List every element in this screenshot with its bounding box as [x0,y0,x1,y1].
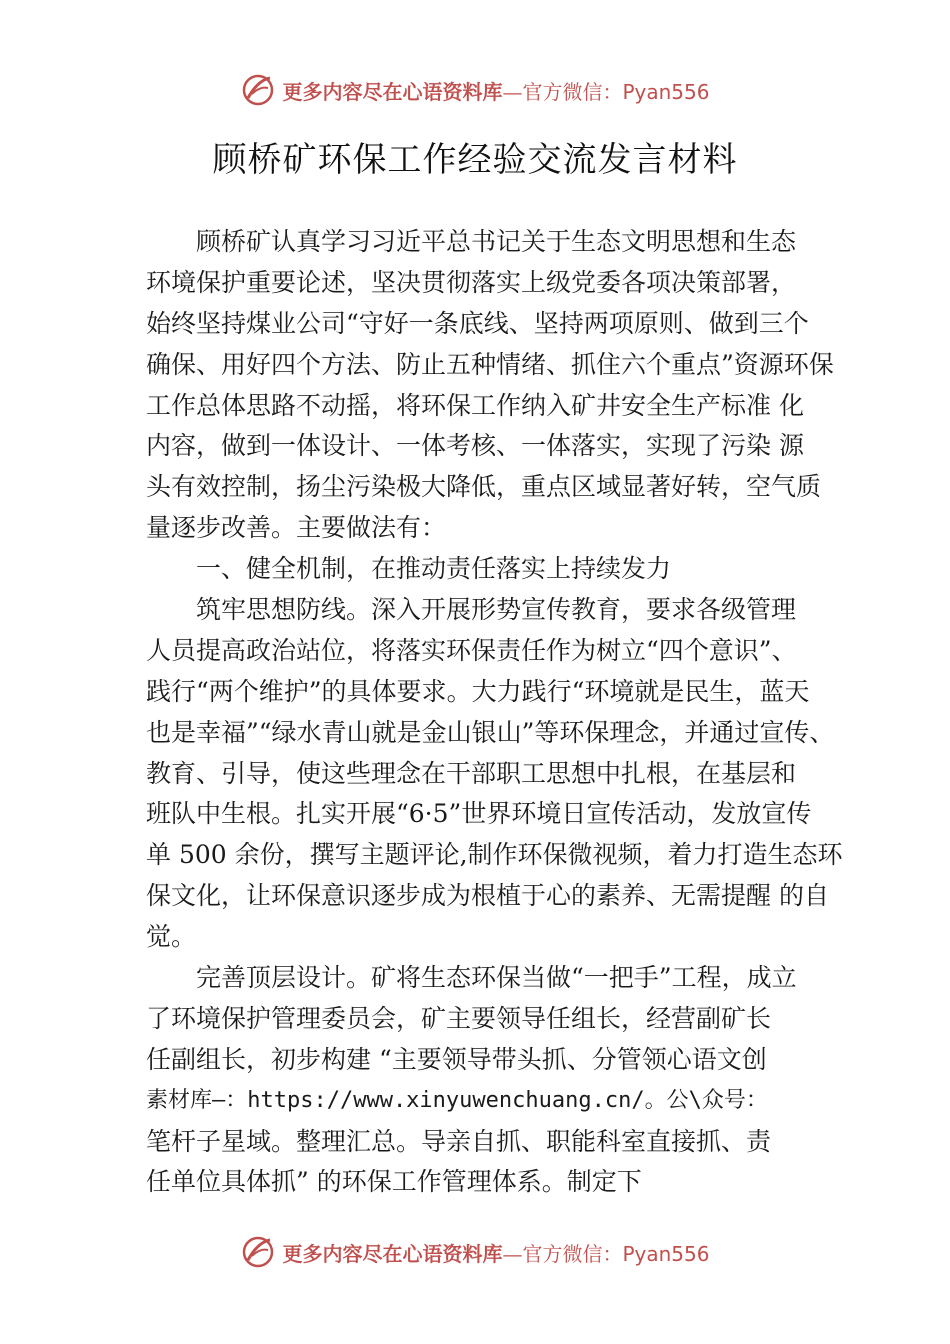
footer-banner [0,1230,950,1274]
text-line: 量逐步改善。主要做法有： [146,513,447,543]
text-line: 觉。 [146,922,197,952]
text-line: 保文化，让环保意识逐步成为根植于心的素养、无需提醒 的自 [146,881,829,911]
text-line: 筑牢思想防线。深入开展形势宣传教育，要求各级管理 [196,595,797,625]
text-line: 班队中生根。扎实开展“6·5”世界环境日宣传活动，发放宣传 [146,799,812,829]
text-line: 确保、用好四个方法、防止五种情绪、抓住六个重点”资源环保 [146,349,834,379]
banner-text [282,1238,709,1267]
text-line: 笔杆子星域。整理汇总。导亲自抓、职能科室直接抓、责 [146,1126,772,1156]
text-line: 践行“两个维护”的具体要求。大力践行“环境就是民生，蓝天 [146,676,810,706]
document-title: 顾桥矿环保工作经验交流发言材料 [212,140,738,180]
text-line: 单 500 余份，撰写主题评论,制作环保微视频，着力打造生态环 [146,840,843,870]
text-line: 始终坚持煤业公司“守好一条底线、坚持两项原则、做到三个 [146,308,809,338]
text-line: 教育、引导，使这些理念在干部职工思想中扎根，在基层和 [146,758,797,788]
banner-brand: 更多内容尽在心语资料库 [282,79,503,104]
text-line: 也是幸福”“绿水青山就是金山银山”等环保理念，并通过宣传、 [146,717,835,747]
document-body [146,222,843,1203]
text-line: 顾桥矿认真学习习近平总书记关于生态文明思想和生态 [196,227,797,256]
banner-dash: — [502,79,523,104]
banner-dash: — [502,1241,523,1266]
text-line: 任副组长，初步构建 “主要领导带头抓、分管领心语文创 [146,1044,767,1074]
banner-brand: 更多内容尽在心语资料库 [282,1241,503,1266]
text-line: 完善顶层设计。矿将生态环保当做“一把手”工程，成立 [196,963,797,993]
banner-wechat: 官方微信：Pyan556 [522,1241,710,1266]
text-line: 一、健全机制，在推动责任落实上持续发力 [196,554,672,584]
banner-text [282,76,709,105]
text-line: 任单位具体抓” 的环保工作管理体系。制定下 [146,1167,642,1197]
brand-logo-icon [240,1234,276,1270]
banner-wechat: 官方微信：Pyan556 [522,79,710,104]
text-line: 头有效控制，扬尘污染极大降低，重点区域显著好转，空气质 [146,472,822,502]
header-banner [0,68,950,112]
text-line: 人员提高政治站位，将落实环保责任作为树立“四个意识”、 [146,635,797,665]
text-line: 内容，做到一体设计、一体考核、一体落实，实现了污染 源 [146,431,804,461]
text-line: 了环境保护管理委员会，矿主要领导任组长，经营副矿长 [146,1003,772,1033]
text-line: 工作总体思路不动摇，将环保工作纳入矿井安全生产标准 化 [146,390,804,420]
text-line: 环境保护重要论述，坚决贯彻落实上级党委各项决策部署， [146,267,797,297]
text-line: 素材库—：https://www.xinyuwenchuang.cn/。公\众号： [146,1087,768,1113]
brand-logo-icon [240,72,276,108]
